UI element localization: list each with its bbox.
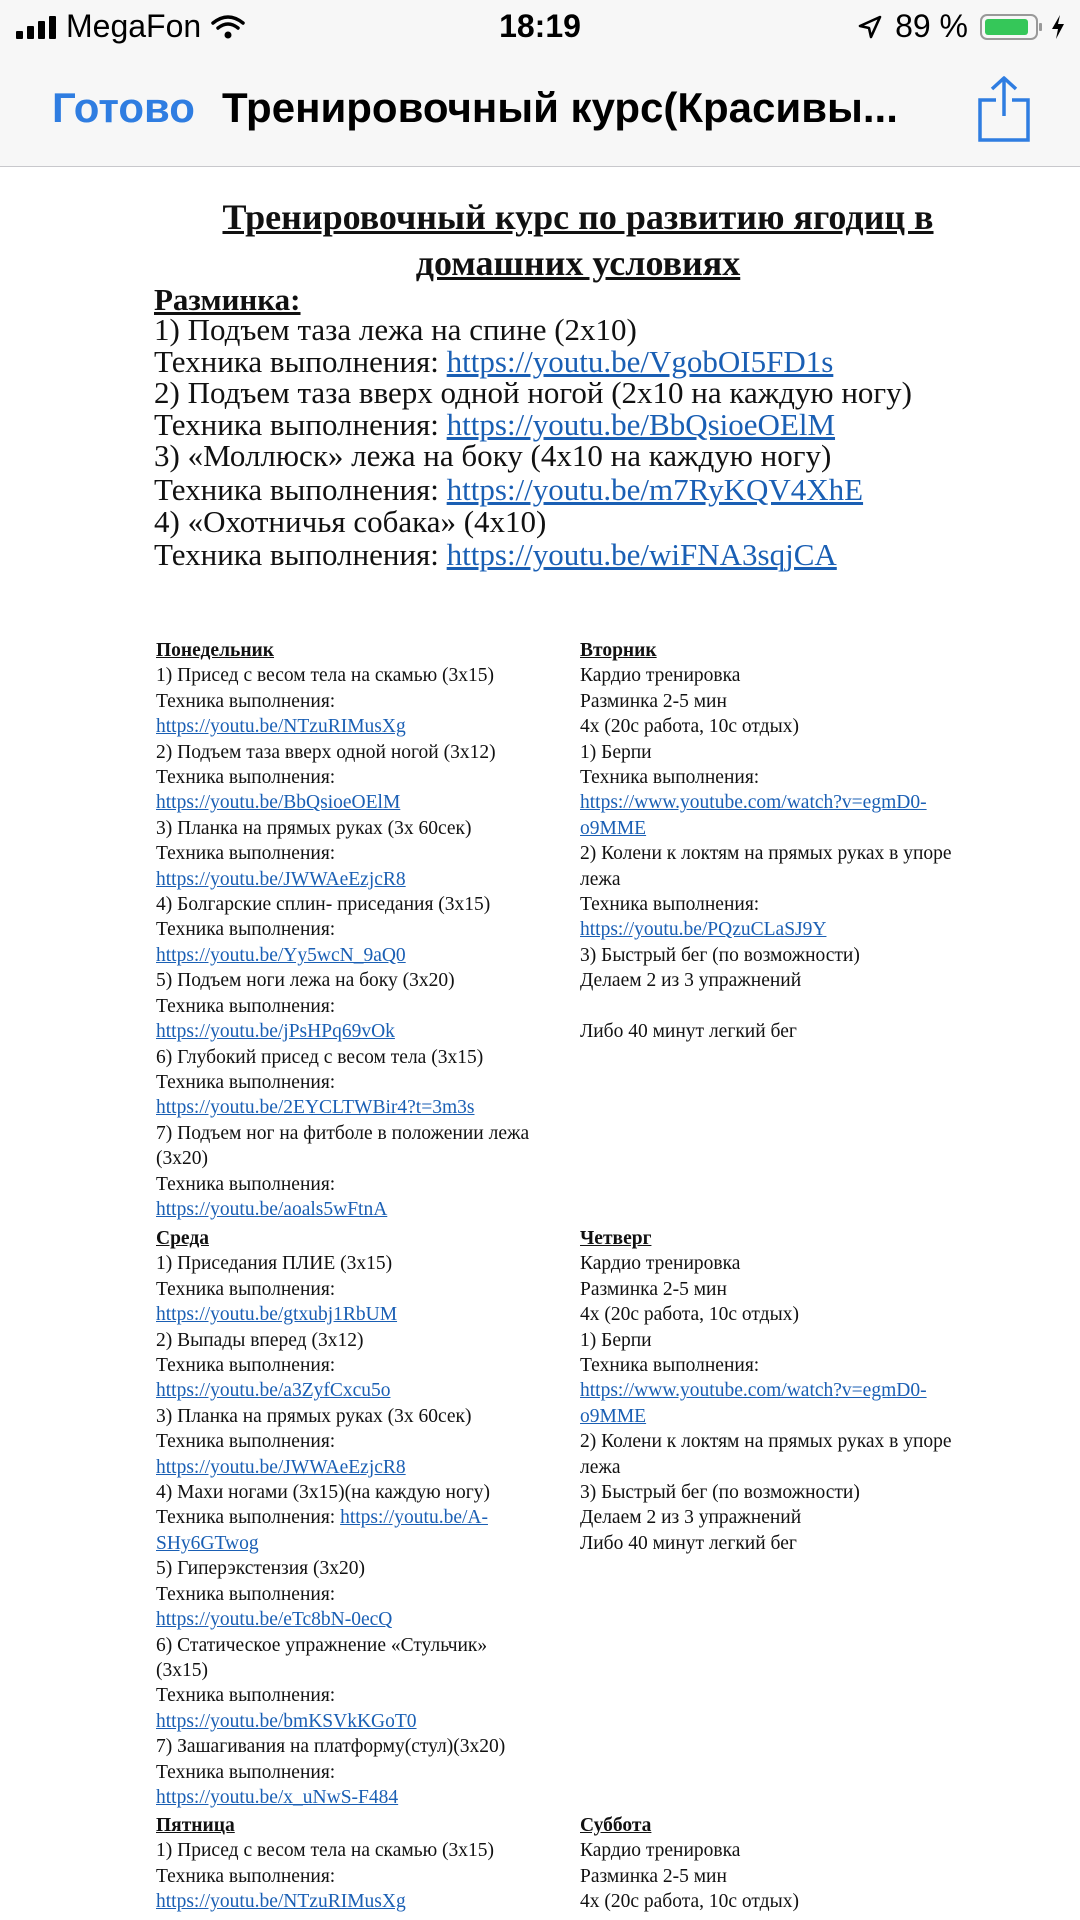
line-text: 1) Присед с весом тела на скамью (3х15) xyxy=(156,665,495,687)
line-text: Техника выполнения: xyxy=(156,690,336,712)
day-line xyxy=(580,1251,1000,1276)
day-line xyxy=(580,1328,1000,1353)
youtube-link[interactable]: https://youtu.be/NTzuRIMusXg xyxy=(156,1891,406,1913)
line-text: Техника выполнения: xyxy=(156,995,336,1017)
day-heading: Суббота xyxy=(580,1815,652,1836)
day-line xyxy=(580,1864,1000,1889)
line-text: 3) Быстрый бег (по возможности) xyxy=(580,1482,860,1504)
day-section xyxy=(156,1813,576,1915)
line-text: Техника выполнения: xyxy=(156,1278,336,1300)
youtube-link[interactable]: https://youtu.be/BbQsioeOElM xyxy=(156,792,401,814)
status-right xyxy=(857,8,1066,45)
document-title: Тренировочный курс(Красивы... xyxy=(222,84,898,131)
day-line xyxy=(156,867,576,892)
doc-title xyxy=(150,194,1006,286)
line-text: 4х (20с работа, 10с отдых) xyxy=(580,1891,799,1913)
line-text: 1) Подъем таза лежа на спине (2х10) xyxy=(154,312,637,347)
day-line xyxy=(156,714,576,739)
youtube-link[interactable]: https://youtu.be/JWWAeEzjcR8 xyxy=(156,1456,406,1478)
line-text: Либо 40 минут легкий бег xyxy=(580,1532,797,1554)
line-text: Техника выполнения: xyxy=(156,1583,336,1605)
line-text: Кардио тренировка xyxy=(580,1253,741,1275)
youtube-link[interactable]: https://youtu.be/a3ZyfCxcu5o xyxy=(156,1380,391,1402)
line-text: Техника выполнения: xyxy=(156,843,336,865)
charging-bolt-icon xyxy=(1050,14,1066,40)
day-line xyxy=(156,1658,576,1683)
line-text: Техника выполнения: xyxy=(154,537,447,572)
line-text: 2) Подъем таза вверх одной ногой (3х12) xyxy=(156,741,496,763)
day-line xyxy=(156,1838,576,1863)
line-text: Техника выполнения: xyxy=(154,472,447,507)
line-text: 2) Выпады вперед (3х12) xyxy=(156,1329,364,1351)
line-text: 5) Подъем ноги лежа на боку (3х20) xyxy=(156,970,455,992)
day-line xyxy=(156,1429,576,1454)
day-line xyxy=(580,740,1000,765)
line-text: лежа xyxy=(580,868,621,890)
line-text: 3) Быстрый бег (по возможности) xyxy=(580,944,860,966)
day-line xyxy=(156,1505,576,1530)
line-text: Техника выполнения: xyxy=(156,1355,336,1377)
line-text: Кардио тренировка xyxy=(580,665,741,687)
day-line xyxy=(580,1277,1000,1302)
warmup-exercise xyxy=(154,437,831,475)
youtube-link[interactable]: https://youtu.be/gtxubj1RbUM xyxy=(156,1304,398,1326)
day-line xyxy=(156,994,576,1019)
day-line xyxy=(156,1582,576,1607)
day-line xyxy=(580,892,1000,917)
line-text: Разминка 2-5 мин xyxy=(580,690,727,712)
day-line xyxy=(156,1019,576,1044)
line-text: 7) Подъем ног на фитболе в положении лежа xyxy=(156,1122,530,1144)
day-line xyxy=(156,1302,576,1327)
line-text: 3) Планка на прямых руках (3х 60сек) xyxy=(156,817,472,839)
line-text: Техника выполнения: xyxy=(580,894,760,916)
day-section xyxy=(580,1813,1000,1915)
youtube-link[interactable]: https://youtu.be/Yy5wcN_9aQ0 xyxy=(156,944,406,966)
doc-title-line1: Тренировочный курс по развитию ягодиц в xyxy=(222,197,934,237)
day-line xyxy=(156,1045,576,1070)
day-line xyxy=(156,1404,576,1429)
day-line xyxy=(156,1734,576,1759)
day-line xyxy=(580,1404,1000,1429)
day-section xyxy=(156,1226,576,1810)
day-line xyxy=(156,1709,576,1734)
youtube-link[interactable]: https://youtu.be/x_uNwS-F484 xyxy=(156,1786,399,1808)
line-text: Техника выполнения: xyxy=(156,1431,336,1453)
line-text: Техника выполнения: xyxy=(580,767,760,789)
day-line xyxy=(580,1353,1000,1378)
carrier-label: MegaFon xyxy=(66,8,202,44)
day-line xyxy=(580,994,1000,1019)
line-text: Разминка 2-5 мин xyxy=(580,1865,727,1887)
line-text: 1) Берпи xyxy=(580,1329,652,1351)
youtube-link[interactable]: https://youtu.be/bmKSVkKGoT0 xyxy=(156,1710,417,1732)
day-line xyxy=(156,1378,576,1403)
day-line xyxy=(156,1251,576,1276)
line-text: Техника выполнения: xyxy=(580,1355,760,1377)
day-line xyxy=(156,1121,576,1146)
line-text: 1) Приседания ПЛИЕ (3х15) xyxy=(156,1253,393,1275)
youtube-link[interactable]: https://youtu.be/JWWAeEzjcR8 xyxy=(156,868,406,890)
line-text: 4) «Охотничья собака» (4х10) xyxy=(154,504,547,539)
line-text: 5) Гиперэкстензия (3х20) xyxy=(156,1558,366,1580)
line-text: Техника выполнения: xyxy=(156,1865,336,1887)
day-section xyxy=(156,638,576,1222)
day-line xyxy=(156,1353,576,1378)
youtube-link[interactable]: https://youtu.be/BbQsioeOElM xyxy=(446,407,836,442)
day-line xyxy=(580,1505,1000,1530)
warmup-heading: Разминка: xyxy=(154,282,301,317)
line-text: Техника выполнения: xyxy=(154,407,447,442)
day-line xyxy=(580,1531,1000,1556)
day-line xyxy=(156,841,576,866)
navigation-bar xyxy=(0,54,1080,167)
line-text: 4х (20с работа, 10с отдых) xyxy=(580,716,799,738)
line-text: лежа xyxy=(580,1456,621,1478)
line-text: 4х (20с работа, 10с отдых) xyxy=(580,1304,799,1326)
day-line xyxy=(580,1378,1000,1403)
day-line xyxy=(156,1197,576,1222)
day-line xyxy=(580,765,1000,790)
line-text: 6) Статическое упражнение «Стульчик» xyxy=(156,1634,488,1656)
line-text: 1) Берпи xyxy=(580,741,652,763)
day-section xyxy=(580,1226,1000,1556)
day-line xyxy=(156,1455,576,1480)
day-line xyxy=(156,1328,576,1353)
line-text: Разминка 2-5 мин xyxy=(580,1278,727,1300)
done-button[interactable]: Готово xyxy=(52,84,195,131)
line-text: Кардио тренировка xyxy=(580,1840,741,1862)
day-heading: Среда xyxy=(156,1228,209,1249)
day-line xyxy=(156,1146,576,1171)
warmup-technique-line xyxy=(154,536,837,574)
day-line xyxy=(156,1889,576,1914)
day-line xyxy=(580,1429,1000,1454)
line-text: Техника выполнения: xyxy=(154,344,447,379)
youtube-link[interactable]: https://youtu.be/2EYCLTWBir4?t=3m3s xyxy=(156,1097,475,1119)
status-bar xyxy=(0,0,1080,54)
day-line xyxy=(156,765,576,790)
day-line xyxy=(156,689,576,714)
day-line xyxy=(156,892,576,917)
youtube-link[interactable]: https://youtu.be/PQzuCLaSJ9Y xyxy=(580,919,827,941)
youtube-link[interactable]: SHy6GTwog xyxy=(156,1532,259,1554)
day-line xyxy=(156,1095,576,1120)
day-section xyxy=(580,638,1000,1045)
youtube-link[interactable]: https://youtu.be/VgobOI5FD1s xyxy=(446,344,834,379)
day-line xyxy=(580,1455,1000,1480)
doc-title-line2: домашних условиях xyxy=(415,243,741,283)
day-line xyxy=(580,841,1000,866)
battery-fill xyxy=(985,19,1028,35)
youtube-link[interactable]: https://youtu.be/aoals5wFtnA xyxy=(156,1198,388,1220)
battery-percent: 89 % xyxy=(895,8,968,44)
line-text: Делаем 2 из 3 упражнений xyxy=(580,1507,802,1529)
day-line xyxy=(580,689,1000,714)
line-text: 7) Зашагивания на платформу(стул)(3х20) xyxy=(156,1736,506,1758)
youtube-link[interactable]: https://youtu.be/A- xyxy=(340,1507,488,1529)
day-heading: Понедельник xyxy=(156,640,275,661)
day-heading: Вторник xyxy=(580,640,657,661)
line-text: (3х20) xyxy=(156,1148,208,1170)
day-line xyxy=(156,1277,576,1302)
day-line xyxy=(156,1480,576,1505)
day-line xyxy=(580,1302,1000,1327)
line-text: Делаем 2 из 3 упражнений xyxy=(580,970,802,992)
line-text: 2) Колени к локтям на прямых руках в упоре xyxy=(580,843,952,865)
day-line xyxy=(580,917,1000,942)
share-icon[interactable] xyxy=(976,74,1032,144)
line-text: Либо 40 минут легкий бег xyxy=(580,1021,797,1043)
youtube-link[interactable]: https://www.youtube.com/watch?v=egmD0- xyxy=(580,1380,927,1402)
line-text: 3) «Моллюск» лежа на боку (4х10 на каждую ногу) xyxy=(154,438,832,473)
day-heading: Пятница xyxy=(156,1815,235,1836)
clock: 18:19 xyxy=(499,8,581,44)
day-line xyxy=(156,943,576,968)
battery-icon xyxy=(980,14,1038,40)
day-line xyxy=(156,1785,576,1810)
day-heading: Четверг xyxy=(580,1228,652,1249)
day-line xyxy=(580,1019,1000,1044)
day-line xyxy=(156,790,576,815)
youtube-link[interactable]: o9MME xyxy=(580,1405,647,1427)
day-line xyxy=(580,943,1000,968)
location-arrow-icon xyxy=(857,14,883,40)
line-text: (3х15) xyxy=(156,1659,208,1681)
day-line xyxy=(156,917,576,942)
day-line xyxy=(580,1838,1000,1863)
line-text: 3) Планка на прямых руках (3х 60сек) xyxy=(156,1405,472,1427)
day-line xyxy=(580,867,1000,892)
day-line xyxy=(156,1760,576,1785)
day-line xyxy=(156,816,576,841)
day-line xyxy=(580,1889,1000,1914)
day-line xyxy=(580,816,1000,841)
line-text: Техника выполнения: xyxy=(156,919,336,941)
youtube-link[interactable]: https://www.youtube.com/watch?v=egmD0- xyxy=(580,792,927,814)
day-line xyxy=(580,714,1000,739)
youtube-link[interactable]: https://youtu.be/jPsHPq69vOk xyxy=(156,1021,395,1043)
youtube-link[interactable]: o9MME xyxy=(580,817,647,839)
line-text: 6) Глубокий присед с весом тела (3х15) xyxy=(156,1046,484,1068)
line-text: 1) Присед с весом тела на скамью (3х15) xyxy=(156,1840,495,1862)
day-line xyxy=(580,790,1000,815)
line-text: 4) Болгарские сплин- приседания (3х15) xyxy=(156,894,491,916)
day-line xyxy=(156,1070,576,1095)
line-text: Техника выполнения: xyxy=(156,767,336,789)
line-text: Техника выполнения: xyxy=(156,1507,341,1529)
day-line xyxy=(156,968,576,993)
youtube-link[interactable]: https://youtu.be/eTc8bN-0ecQ xyxy=(156,1609,393,1631)
youtube-link[interactable]: https://youtu.be/NTzuRIMusXg xyxy=(156,716,406,738)
line-text: 4) Махи ногами (3х15)(на каждую ногу) xyxy=(156,1482,490,1504)
youtube-link[interactable]: https://youtu.be/wiFNA3sqjCA xyxy=(446,537,837,572)
youtube-link[interactable]: https://youtu.be/m7RyKQV4XhE xyxy=(446,472,864,507)
day-line xyxy=(156,1607,576,1632)
line-text: Техника выполнения: xyxy=(156,1071,336,1093)
day-line xyxy=(156,1633,576,1658)
day-line xyxy=(580,663,1000,688)
day-line xyxy=(156,1556,576,1581)
line-text: Техника выполнения: xyxy=(156,1173,336,1195)
day-line xyxy=(156,1172,576,1197)
day-line xyxy=(156,663,576,688)
line-text: Техника выполнения: xyxy=(156,1761,336,1783)
day-line xyxy=(580,1480,1000,1505)
line-text: 2) Колени к локтям на прямых руках в упоре xyxy=(580,1431,952,1453)
day-line xyxy=(156,740,576,765)
day-line xyxy=(156,1864,576,1889)
line-text: Техника выполнения: xyxy=(156,1685,336,1707)
day-line xyxy=(156,1531,576,1556)
line-text: 2) Подъем таза вверх одной ногой (2х10 на каждую ногу) xyxy=(154,375,912,410)
day-line xyxy=(580,968,1000,993)
day-line xyxy=(156,1683,576,1708)
